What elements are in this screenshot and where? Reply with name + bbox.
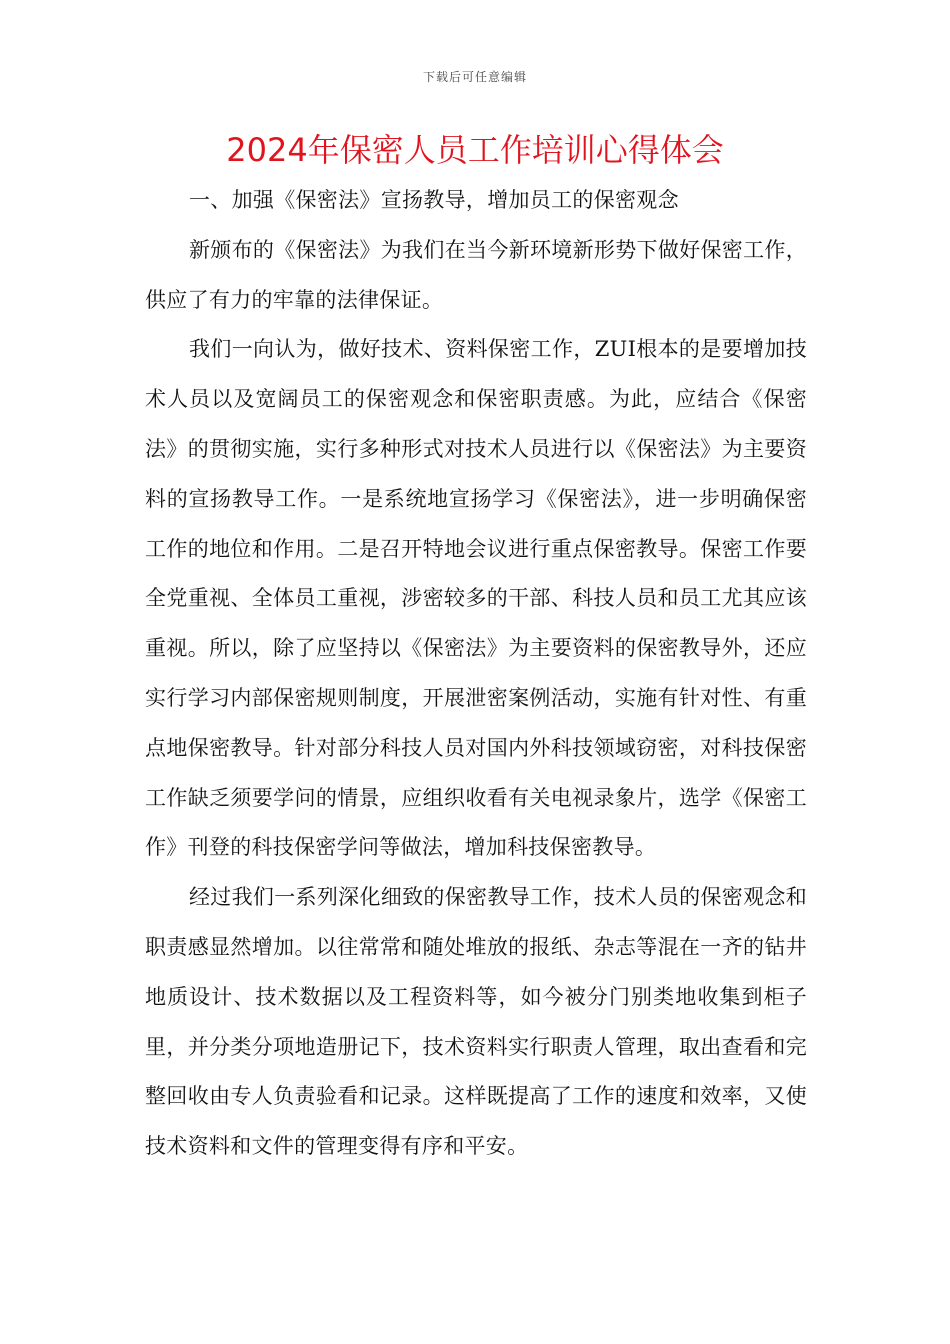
document-title: 2024年保密人员工作培训心得体会	[226, 131, 724, 169]
paragraph: 我们一向认为，做好技术、资料保密工作，ZUI根本的是要增加技术人员以及宽阔员工的保密观念和保密职责感。为此，应结合《保密法》的贯彻实施，实行多种形式对技术人员进行以《保密法》为主要资料的宣扬教导工作。一是系统地宣扬学习《保密法》，进一步明确保密工作的地位和作用。二是召开特地会议进行重点保密教导。保密工作要全党重视、全体员工重视，涉密较多的干部、科技人员和员工尤其应该重视。所以，除了应坚持以《保密法》为主要资料的保密教导外，还应实行学习内部保密规则制度，开展泄密案例活动，实施有针对性、有重点地保密教导。针对部分科技人员对国内外科技领域窃密，对科技保密工作缺乏须要学问的情景，应组织收看有关电视录象片，选学《保密工作》刊登的科技保密学问等做法，增加科技保密教导。	[145, 337, 807, 860]
document-body	[145, 176, 807, 1172]
section-heading: 一、加强《保密法》宣扬教导，增加员工的保密观念	[189, 188, 679, 212]
paragraph: 经过我们一系列深化细致的保密教导工作，技术人员的保密观念和职责感显然增加。以往常常和随处堆放的报纸、杂志等混在一齐的钻井地质设计、技术数据以及工程资料等，如今被分门别类地收集到柜子里，并分类分项地造册记下，技术资料实行职责人管理，取出查看和完整回收由专人负责验看和记录。这样既提高了工作的速度和效率，又使技术资料和文件的管理变得有序和平安。	[145, 885, 807, 1159]
header-note: 下载后可任意编辑	[422, 70, 527, 84]
paragraph: 新颁布的《保密法》为我们在当今新环境新形势下做好保密工作，供应了有力的牢靠的法律保证。	[145, 237, 807, 312]
